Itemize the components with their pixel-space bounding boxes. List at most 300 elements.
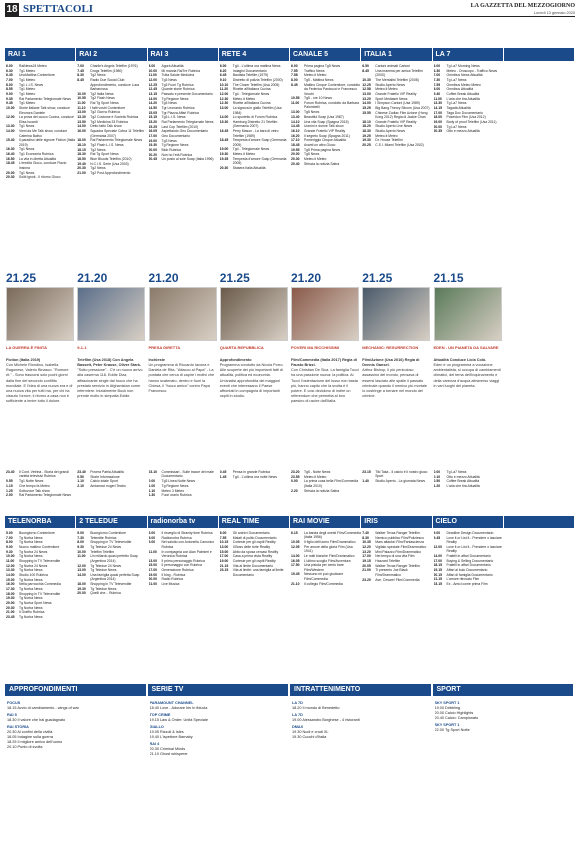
late-column-5: [362, 470, 432, 512]
late-column-2: [149, 470, 219, 512]
program-title: Il personaggio con Rubrica: [161, 563, 202, 568]
program-title: Love it or List it - Prendere o lasciare Reality: [446, 544, 502, 554]
primetime-text: Eden è un programma a vocazione ambientalista, si occupa di cambiamenti climatici, del tema dell'inquinamento e della carenza d'acqua attraverso viaggi in vari luoghi del pianeta.: [433, 363, 501, 388]
time: 23.20: [362, 577, 371, 582]
program-title: Stasera Italia Attualità: [232, 165, 266, 170]
time: 11.20: [219, 87, 229, 92]
time: 19.15: [362, 559, 371, 564]
time: 9.10: [219, 78, 227, 83]
program-title: I fatti vostri Contenitore: [90, 105, 126, 110]
channel-header-2-0: TELENORBA: [5, 516, 76, 528]
time: 16.05: [291, 558, 300, 563]
program-title: Charlie's Angels Telefilm (1976): [90, 64, 138, 68]
time: 20.40: [291, 161, 300, 166]
program-title: Tg5 - ore 10 News: [304, 96, 332, 101]
time: 12.00: [6, 563, 15, 568]
program-title: Poseidon Film (Usa 2012): [446, 115, 486, 120]
program-title: Ave, Cesare! Film/Commedia: [375, 577, 420, 582]
program-title: Geo Documentario: [161, 134, 190, 139]
time: 6.50: [362, 64, 369, 68]
schedule-column-6: [434, 64, 504, 268]
program-title: Tg1 Economia Rubrica: [19, 152, 54, 157]
program-title: Tg1 L.I.S. News: [19, 82, 44, 87]
time: 20.00: [6, 601, 15, 606]
category-item: PARAMOUNT CHANNEL: [149, 701, 194, 705]
primetime-photo: [6, 287, 74, 341]
program-title: Studio Aperto News: [375, 129, 406, 134]
schedule-column-2-0: [6, 531, 76, 681]
category-item: 21.10 Ghost whisperer: [149, 752, 188, 756]
time: 10.05: [291, 540, 300, 545]
late-column-7: [505, 470, 575, 512]
time: 19.30: [77, 586, 86, 591]
time: 18.50: [77, 156, 86, 161]
program-title: Meteo 3 Meteo: [161, 488, 185, 493]
schedule-row: [220, 157, 290, 166]
program-title: Tg La7 Morning News: [446, 64, 480, 68]
program-title: Tg Norba News: [19, 577, 43, 582]
time: 12.30: [219, 101, 229, 106]
program-title: Uomini e donne Talk show: [304, 124, 344, 129]
primetime-text: Programma condotto da Nicola Porro. Alle scoperte dei più importanti fatti di attualità, politica ed economia. Un'analisi approfondita dei maggiori eventi che interessano il Paese affrontati in compagnia di importanti ospiti in studio.: [219, 363, 284, 398]
channel-header-6: LA 7: [433, 48, 504, 61]
time: 6.15: [291, 531, 298, 535]
channel-header-2-4: RAI MOVIE: [290, 516, 361, 528]
time: 7.55: [219, 535, 227, 540]
program-title: Tg4 - L'ultima ora notte News: [232, 474, 277, 479]
time: 18.10: [77, 142, 86, 147]
time: 14.00: [6, 129, 15, 134]
time: 6.30: [6, 68, 13, 73]
time: 12.30: [219, 96, 229, 101]
time: 15.30: [219, 119, 229, 124]
time: 20.15: [433, 572, 442, 577]
schedule-row: [291, 479, 361, 488]
time: 7.00: [77, 64, 84, 68]
program-title: Rai Parlamento Telegiornale News: [19, 493, 71, 498]
time: 0.45: [219, 470, 227, 474]
schedule-row: [6, 106, 76, 115]
time: 14.15: [433, 106, 442, 111]
time: 9.35: [6, 96, 13, 101]
program-title: Tagadà Attualità: [446, 106, 471, 111]
program-title: Shopping in TV Televendite: [90, 540, 132, 545]
time: 18.45: [6, 161, 15, 166]
primetime-meta: Attualità Conduce Licia Colò.: [433, 358, 487, 362]
program-title: Il collegio Film/Commedia: [304, 581, 343, 586]
program-title: Il paradiso delle signore Fiction (Italia 2019): [19, 138, 75, 147]
time: 19.00: [148, 572, 157, 577]
program-title: Traffico News: [304, 68, 325, 73]
time: 12.00: [433, 544, 442, 549]
time: 12.00: [219, 92, 229, 97]
primetime-meta: Approfondimento: [219, 358, 252, 362]
program-title: Rai Parlamento Telegiornale News: [161, 120, 214, 125]
program-title: Tg2 Italia News: [90, 91, 114, 96]
time: 6.45: [6, 73, 13, 78]
program-title: Tg2 News: [90, 73, 106, 78]
program-title: Storie italiane Talk show, conduce Eleonora Daniele: [19, 106, 70, 115]
program-title: Storie Informazione: [90, 474, 120, 479]
primetime-title: 9-1-1: [77, 345, 87, 350]
program-title: Pensa in grande Rubrica: [232, 470, 271, 474]
schedule-row: [6, 129, 76, 138]
schedule-row: [6, 161, 76, 170]
time: 14.00: [362, 101, 371, 106]
program-title: Indagini Documentario: [232, 68, 267, 73]
program-title: Buongiorno Contenitore: [90, 531, 127, 535]
program-title: Un miliardo quasi perfetto Soap (Argentina 2014): [90, 554, 138, 563]
time: 18.30: [362, 129, 371, 134]
time: 20.35: [433, 129, 442, 134]
time: 15.25: [362, 105, 371, 110]
program-title: Distretto di polizia Telefilm (2000): [232, 78, 283, 83]
program-title: Last Cop Telefilm (2010): [161, 124, 199, 129]
program-title: Tg3 Linea Notte News: [161, 479, 196, 484]
channel-header-band-2: [5, 516, 575, 528]
program-title: Tg3 News: [161, 138, 177, 143]
channel-header-2-2: radionorba tv: [148, 516, 219, 528]
time: 9.45: [6, 101, 13, 106]
program-title: Meteo.it Meteo: [304, 474, 327, 479]
primetime-photo: [77, 287, 145, 341]
program-title: Tg1 News: [19, 147, 35, 152]
program-title: Rai Tg Sport News: [90, 152, 119, 157]
primetime-meta: Film/Commedia (Italia 2017) Regia di Fausto Brizzi.: [291, 358, 357, 368]
program-title: Radionorba Rubrica: [161, 535, 192, 540]
program-title: Studio 100 Rubrica: [19, 573, 48, 578]
program-title: Walker Texas Ranger Telefilm: [375, 531, 420, 535]
program-title: Radio Rubrica: [161, 577, 183, 582]
time: 16.40: [6, 152, 15, 157]
program-title: Il risveglio di Stranity time Rubrica: [161, 531, 213, 535]
time: 5.00: [77, 531, 84, 535]
time: 11.00: [77, 101, 86, 105]
program-title: Vigilato speciale Film/Drammatico: [375, 545, 427, 550]
schedule-row: [220, 106, 290, 115]
program-title: Telefilm Telefilm: [90, 549, 115, 554]
program-title: Grande Fratello VIP Reality: [375, 91, 417, 96]
program-title: Omnibus News Attualità: [446, 73, 483, 78]
page-number: 18: [6, 4, 18, 15]
schedule-row: [6, 470, 76, 479]
schedule-row: [149, 493, 219, 497]
time: 9.45: [433, 535, 441, 540]
channel-header-2-3: REAL TIME: [219, 516, 290, 528]
time: 15.05: [148, 110, 157, 115]
time: 6.20: [219, 68, 227, 73]
program-title: Tg3 News: [161, 101, 177, 106]
schedule-row: [291, 572, 361, 581]
schedule-column-2-5: [362, 531, 432, 681]
primetime-photo: [434, 287, 502, 341]
time: 15.55: [362, 110, 371, 115]
category-item: SKY SPORT 1: [434, 723, 460, 727]
program-title: Commissari - Sulle tracce del male Documentario: [161, 470, 214, 479]
time: 19.30: [219, 152, 229, 157]
program-title: Detto fatto Talk show: [90, 124, 122, 129]
schedule-row: [77, 484, 147, 488]
primetime-meta: Film/Azione (Usa 2016) Regia di Dennis Gansel.: [362, 358, 420, 368]
time: 6.00: [219, 64, 227, 68]
time: 13.00: [219, 106, 229, 111]
time: 20.00: [6, 170, 15, 175]
time: 13.20: [362, 96, 371, 101]
time: 0.00: [148, 479, 156, 484]
schedule-row: [220, 166, 290, 170]
time: 6.00: [6, 64, 13, 68]
time: 1.25: [6, 488, 13, 493]
time: 9.00: [6, 92, 13, 97]
time: 12.00: [6, 115, 15, 120]
program-title: Amiamoci eugeri Teatro: [90, 484, 126, 489]
program-title: Grande Fratello VIP Reality: [304, 128, 346, 133]
time: 19.45: [291, 572, 300, 577]
program-title: Tg Norba News: [19, 568, 43, 573]
program-title: Buongiorno Contenitore: [19, 531, 55, 535]
schedule-row: [434, 484, 504, 488]
time: 2.00: [6, 493, 13, 498]
time: 7.40: [362, 531, 369, 535]
program-title: Tg Teledue 24 News: [90, 563, 122, 568]
time: 8.30: [362, 535, 369, 540]
schedule-row: [149, 470, 219, 479]
time: 18.00: [433, 115, 442, 120]
program-title: Tg2 News: [90, 166, 106, 171]
program-title: La signora in giallo Telefilm (Usa 1984): [232, 106, 282, 115]
time: 10.00: [77, 91, 86, 96]
time: 13.00: [77, 568, 86, 573]
time: 16.00: [77, 129, 86, 134]
category-item: 19.30 Nudi e crudi XL: [292, 730, 329, 734]
time: 12.00: [77, 563, 86, 568]
time: 13.30: [433, 101, 442, 106]
schedule-row: [6, 493, 76, 497]
program-title: Sottovoce Talk show: [19, 488, 50, 493]
time: 8.00: [433, 87, 441, 92]
primetime-title: POVERI MA RICCHISSIMI: [291, 345, 340, 350]
time: 18.45: [291, 142, 300, 147]
schedule-row: [434, 582, 504, 586]
time: 15.15: [148, 115, 157, 120]
category-item: 18.05 Indagine sulla guerra: [7, 735, 54, 739]
program-title: L'aria che tira Attualità: [446, 484, 480, 489]
schedule-row: [6, 175, 76, 179]
time: 1.00: [148, 483, 156, 488]
primetime-time: 21.20: [77, 271, 108, 285]
program-title: Tg5 News: [304, 152, 320, 157]
program-title: Fuori orario Rubrica: [161, 493, 192, 498]
program-title: Abito da sposa cercasi Reality: [232, 549, 279, 554]
program-title: Telemitte Rubrica: [90, 535, 117, 540]
program-title: Tg Norba 24 News: [19, 563, 48, 568]
program-title: Live Musica: [161, 582, 180, 587]
category-header-3: SPORT: [433, 684, 576, 696]
time: 23.40: [77, 470, 86, 474]
program-title: Sport Mediaset News: [375, 96, 408, 101]
program-title: Vita al limite: una famiglia al limite Documentario: [232, 568, 284, 577]
program-title: Nuovo mattino Contenitore: [19, 545, 60, 550]
program-title: Grande Fratello VIP Reality: [375, 119, 417, 124]
time: 12.58: [362, 87, 371, 92]
program-title: Meteo - Oroscopo - Traffico News: [446, 68, 498, 73]
program-title: Per amore della gloria Film (Usa 1941): [304, 544, 353, 554]
program-title: Bautista Telefilm (1979): [232, 73, 269, 78]
schedule-column-1: [77, 64, 147, 268]
category-header-0: APPROFONDIMENTI: [5, 684, 148, 696]
time: 10.00: [6, 554, 15, 559]
late-column-3: [220, 470, 290, 512]
primetime-photo: [149, 287, 217, 341]
time: 17.00: [148, 568, 157, 572]
primetime-description: [220, 358, 288, 399]
time: 14.45: [291, 124, 300, 129]
time: 20.00: [291, 152, 300, 157]
primetime-time: 21.15: [433, 271, 464, 285]
category-header-band: [5, 684, 575, 696]
program-title: Nella parrocchia Commedia: [19, 582, 61, 587]
time: 17.00: [219, 554, 229, 559]
time: 13.20: [362, 549, 371, 554]
program-title: Striscia la notizia Satira: [304, 488, 340, 493]
channel-header-2: RAI 3: [148, 48, 219, 61]
time: 7.00: [6, 78, 13, 83]
program-title: Pomeriggio Cinque Attualità: [304, 138, 346, 143]
time: 18.15: [77, 147, 86, 152]
program-title: Tg Norba News: [19, 596, 43, 601]
channel-header-4: CANALE 5: [290, 48, 361, 61]
program-title: Tg La7 News: [446, 124, 467, 129]
time: 16.05: [148, 129, 157, 134]
program-title: Fratelli in affari Documentario: [446, 563, 491, 568]
schedule-row: [77, 554, 147, 563]
time: 17.50: [291, 563, 300, 568]
channel-header-3: RETE 4: [219, 48, 290, 61]
schedule-column-2-2: [149, 531, 219, 681]
time: 13.30: [77, 115, 86, 120]
time: 7.00: [433, 73, 441, 78]
time: 15.20: [148, 120, 157, 125]
time: 20.00: [148, 148, 157, 153]
time: 19.35: [219, 156, 229, 161]
program-title: Tutta Salute Medicina: [161, 73, 195, 78]
time: 17.30: [6, 587, 15, 592]
time: 20.30: [291, 156, 300, 161]
program-title: Una famiglia quasi perfetta Soap (Argentina 2014): [90, 572, 140, 582]
time: 12.25: [362, 82, 371, 87]
time: 17.10: [291, 138, 300, 143]
schedule-row: [291, 162, 361, 166]
category-item: 18.20 Il mondo di Benedetto: [292, 706, 340, 710]
program-title: Drugs Telefilm (1980): [90, 68, 123, 73]
schedule-row: [6, 615, 76, 619]
schedule-column-7: [505, 64, 575, 268]
page-header: [5, 3, 575, 17]
program-title: Squadra Speciale Cobra 11 Telefilm (Germania 2007): [90, 129, 145, 138]
primetime-description: [291, 358, 359, 404]
program-title: Big Bang Theory Sitcom (Usa 2007): [375, 105, 430, 110]
program-title: C.S.I. Miami Telefilm (Usa 2002): [375, 143, 424, 148]
program-title: Tg Norba News: [19, 554, 43, 559]
program-title: Shopping in TV Televendite: [90, 582, 132, 587]
program-title: Ti presento Joe Black Film/Drammatico: [375, 568, 408, 577]
time: 1.10: [148, 488, 156, 493]
time: 8.00: [148, 64, 156, 68]
category-item: 19.05 Rizzoli & Isles: [149, 730, 184, 734]
program-title: Mini Palazzo Film/Drammatico: [375, 549, 422, 554]
time: 14.00: [148, 96, 157, 101]
program-title: Ricette all'italiana Cucina: [232, 101, 271, 106]
program-title: Nemico pubblico Film/Poliziesco: [375, 535, 424, 540]
program-title: RaiNews24 Meteo: [19, 64, 47, 68]
time: 8.00: [291, 78, 298, 83]
program-title: Tg4 - L'ultima ora mattina News: [232, 64, 281, 68]
program-title: Tg Regione News: [161, 143, 189, 148]
schedule-row: [149, 550, 219, 559]
program-title: Lo sportello di Forum Rubrica: [232, 115, 278, 120]
program-title: Cartoni animati Cartoni: [375, 64, 410, 68]
schedule-row: [291, 563, 361, 572]
time: 11.00: [148, 549, 157, 554]
program-title: Tg2 Flash L.I.S. News: [90, 142, 124, 147]
schedule-row: [291, 101, 361, 110]
time: 18.45: [219, 138, 229, 143]
program-title: Le notti bianche Film/Drammatico: [304, 553, 355, 558]
schedule-row: [291, 545, 361, 554]
time: 8.30: [77, 73, 84, 78]
time: 14.00: [77, 572, 86, 577]
program-title: Omnibus Meteo Meteo: [446, 82, 481, 87]
program-title: Blue Bloods Telefilm (2010): [90, 156, 132, 161]
primetime-title: QUARTA REPUBBLICA: [219, 345, 264, 350]
program-title: Tg La7 News: [446, 78, 467, 83]
newspaper-name: LA GAZZETTA DEL MEZZOGIORNO: [470, 3, 575, 9]
time: 14.50: [148, 106, 157, 111]
category-block-2: [292, 699, 432, 837]
schedule-column-2: [149, 64, 219, 268]
time: 7.55: [433, 82, 441, 87]
schedule-row: [220, 475, 290, 479]
program-title: Malati di pulito Documentario: [232, 535, 277, 540]
schedule-row: [6, 115, 76, 124]
channel-header-2-5: IRIS: [361, 516, 432, 528]
time: 8.45: [77, 78, 84, 83]
program-title: Tg Teledue News: [90, 586, 117, 591]
time: 14.20: [148, 101, 157, 106]
time: 0.50: [433, 479, 441, 484]
program-title: Meteo.it Meteo: [375, 133, 398, 138]
program-title: Cortesie per gli ospiti Reality: [232, 540, 276, 545]
time: 20.25: [362, 143, 371, 148]
time: 12.45: [148, 87, 157, 92]
program-title: Tg1 Meteo: [19, 68, 36, 73]
program-title: Tg1 Meteo: [19, 78, 36, 83]
time: 11.00: [148, 73, 157, 78]
program-title: Mi manda RaiTre Rubrica: [161, 68, 201, 73]
channel-header-2-6: CIELO: [433, 516, 504, 528]
program-title: Tgr Piazza Affari Rubrica: [161, 110, 199, 115]
time: 23.15: [219, 568, 229, 573]
schedule-column-2-1: [77, 531, 147, 681]
time: 8.00: [6, 82, 13, 87]
schedule-row: [362, 143, 432, 147]
program-title: Prima pagina Tg5 News: [304, 64, 341, 68]
time: 0.00: [291, 479, 298, 484]
program-title: Studio Aperto News: [375, 82, 406, 87]
time: 2.20: [291, 488, 298, 493]
program-title: Tg1 News: [19, 124, 35, 129]
time: 19.00: [433, 120, 442, 125]
